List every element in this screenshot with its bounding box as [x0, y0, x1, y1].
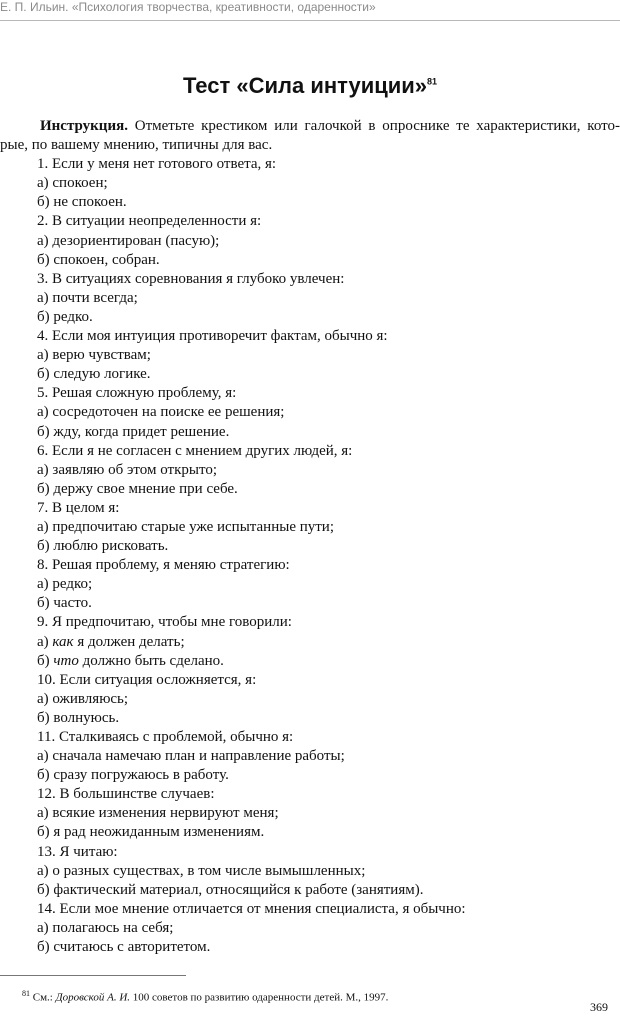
- answer-option: б) фактический материал, относящийся к работе (занятиям).: [37, 881, 424, 898]
- option-suffix: я должен делать;: [73, 633, 185, 650]
- question-line: 9. Я предпочитаю, чтобы мне говорили:: [37, 614, 292, 631]
- option-emphasis: что: [53, 652, 79, 669]
- answer-option: а) спокоен;: [37, 175, 108, 192]
- option-prefix: б): [37, 652, 54, 669]
- answer-option: б) держу свое мнение при себе.: [37, 480, 238, 497]
- page-number: 369: [590, 1000, 608, 1014]
- answer-option: б) спокоен, собран.: [37, 251, 160, 268]
- instruction-label: Инструкция.: [40, 118, 128, 134]
- body-text: [0, 117, 620, 957]
- title-footnote-ref: 81: [427, 76, 438, 87]
- answer-option: а) предпочитаю старые уже испытанные пути;: [37, 518, 335, 535]
- footnote-rule: [0, 975, 186, 976]
- answer-option: б) следую логике.: [37, 366, 151, 383]
- answer-option: б) волнуюсь.: [37, 709, 120, 726]
- instruction-paragraph: [0, 117, 620, 155]
- footnote-text: 100 советов по развитию одаренности детей. М., 1997.: [130, 991, 389, 1004]
- answer-option: а) полагаюсь на себя;: [37, 919, 174, 936]
- answer-option: а) почти всегда;: [37, 289, 138, 306]
- answer-option: [0, 633, 620, 652]
- question-line: 12. В большинстве случаев:: [37, 786, 215, 803]
- question-line: 14. Если мое мнение отличается от мнения специалиста, я обычно:: [37, 900, 466, 917]
- footnote: [22, 989, 388, 1004]
- answer-option: а) верю чувствам;: [37, 347, 151, 364]
- question-line: 7. В целом я:: [37, 499, 120, 516]
- option-suffix: должно быть сделано.: [78, 652, 224, 669]
- answer-option: а) всякие изменения нервируют меня;: [37, 805, 279, 822]
- footnote-number: 81: [22, 989, 30, 998]
- answer-option: [0, 652, 620, 671]
- answer-option: б) считаюсь с авторитетом.: [37, 939, 211, 956]
- answer-option: б) редко.: [37, 308, 93, 325]
- answer-option: а) оживляюсь;: [37, 690, 129, 707]
- answer-option: а) редко;: [37, 576, 93, 593]
- answer-option: б) часто.: [37, 595, 92, 612]
- question-line: 13. Я читаю:: [37, 843, 118, 860]
- question-line: 8. Решая проблему, я меняю стратегию:: [37, 557, 290, 574]
- answer-option: а) заявляю об этом открыто;: [37, 461, 217, 478]
- question-line: 1. Если у меня нет готового ответа, я:: [37, 156, 277, 173]
- question-line: 10. Если ситуация осложняется, я:: [37, 671, 257, 688]
- question-list: [0, 155, 620, 957]
- answer-option: а) о разных существах, в том числе вымышленных;: [37, 862, 366, 879]
- question-line: 3. В ситуациях соревнования я глубоко увлечен:: [37, 270, 345, 287]
- page-title: [0, 73, 620, 99]
- question-line: 11. Сталкиваясь с проблемой, обычно я:: [37, 729, 294, 745]
- header-rule: [0, 20, 620, 21]
- option-prefix: а): [37, 633, 53, 650]
- footnote-prefix: См.:: [30, 991, 56, 1004]
- question-line: 2. В ситуации неопределенности я:: [37, 213, 262, 230]
- answer-option: а) дезориентирован (пасую);: [37, 232, 220, 249]
- answer-option: б) не спокоен.: [37, 194, 127, 211]
- answer-option: б) жду, когда придет решение.: [37, 423, 230, 440]
- question-line: 5. Решая сложную проблему, я:: [37, 385, 237, 402]
- question-line: 6. Если я не согласен с мнением других людей, я:: [37, 442, 353, 459]
- footnote-author: Доровской А. И.: [55, 991, 131, 1004]
- title-text: Тест «Сила интуиции»: [182, 73, 428, 98]
- answer-option: б) я рад неожиданным изменениям.: [37, 824, 265, 841]
- question-line: 4. Если моя интуиция противоречит фактам, обычно я:: [37, 328, 388, 345]
- instruction-text: Отметьте крестиком или галочкой в опроснике те характеристики, кото-рые, по вашему мнению, типичны для вас.: [0, 118, 620, 154]
- option-emphasis: как: [52, 633, 74, 650]
- answer-option: а) сначала намечаю план и направление работы;: [37, 748, 345, 765]
- answer-option: а) сосредоточен на поиске ее решения;: [37, 404, 285, 421]
- answer-option: б) люблю рисковать.: [37, 538, 169, 555]
- answer-option: б) сразу погружаюсь в работу.: [37, 767, 229, 784]
- running-head: Е. П. Ильин. «Психология творчества, креативности, одаренности»: [0, 0, 376, 14]
